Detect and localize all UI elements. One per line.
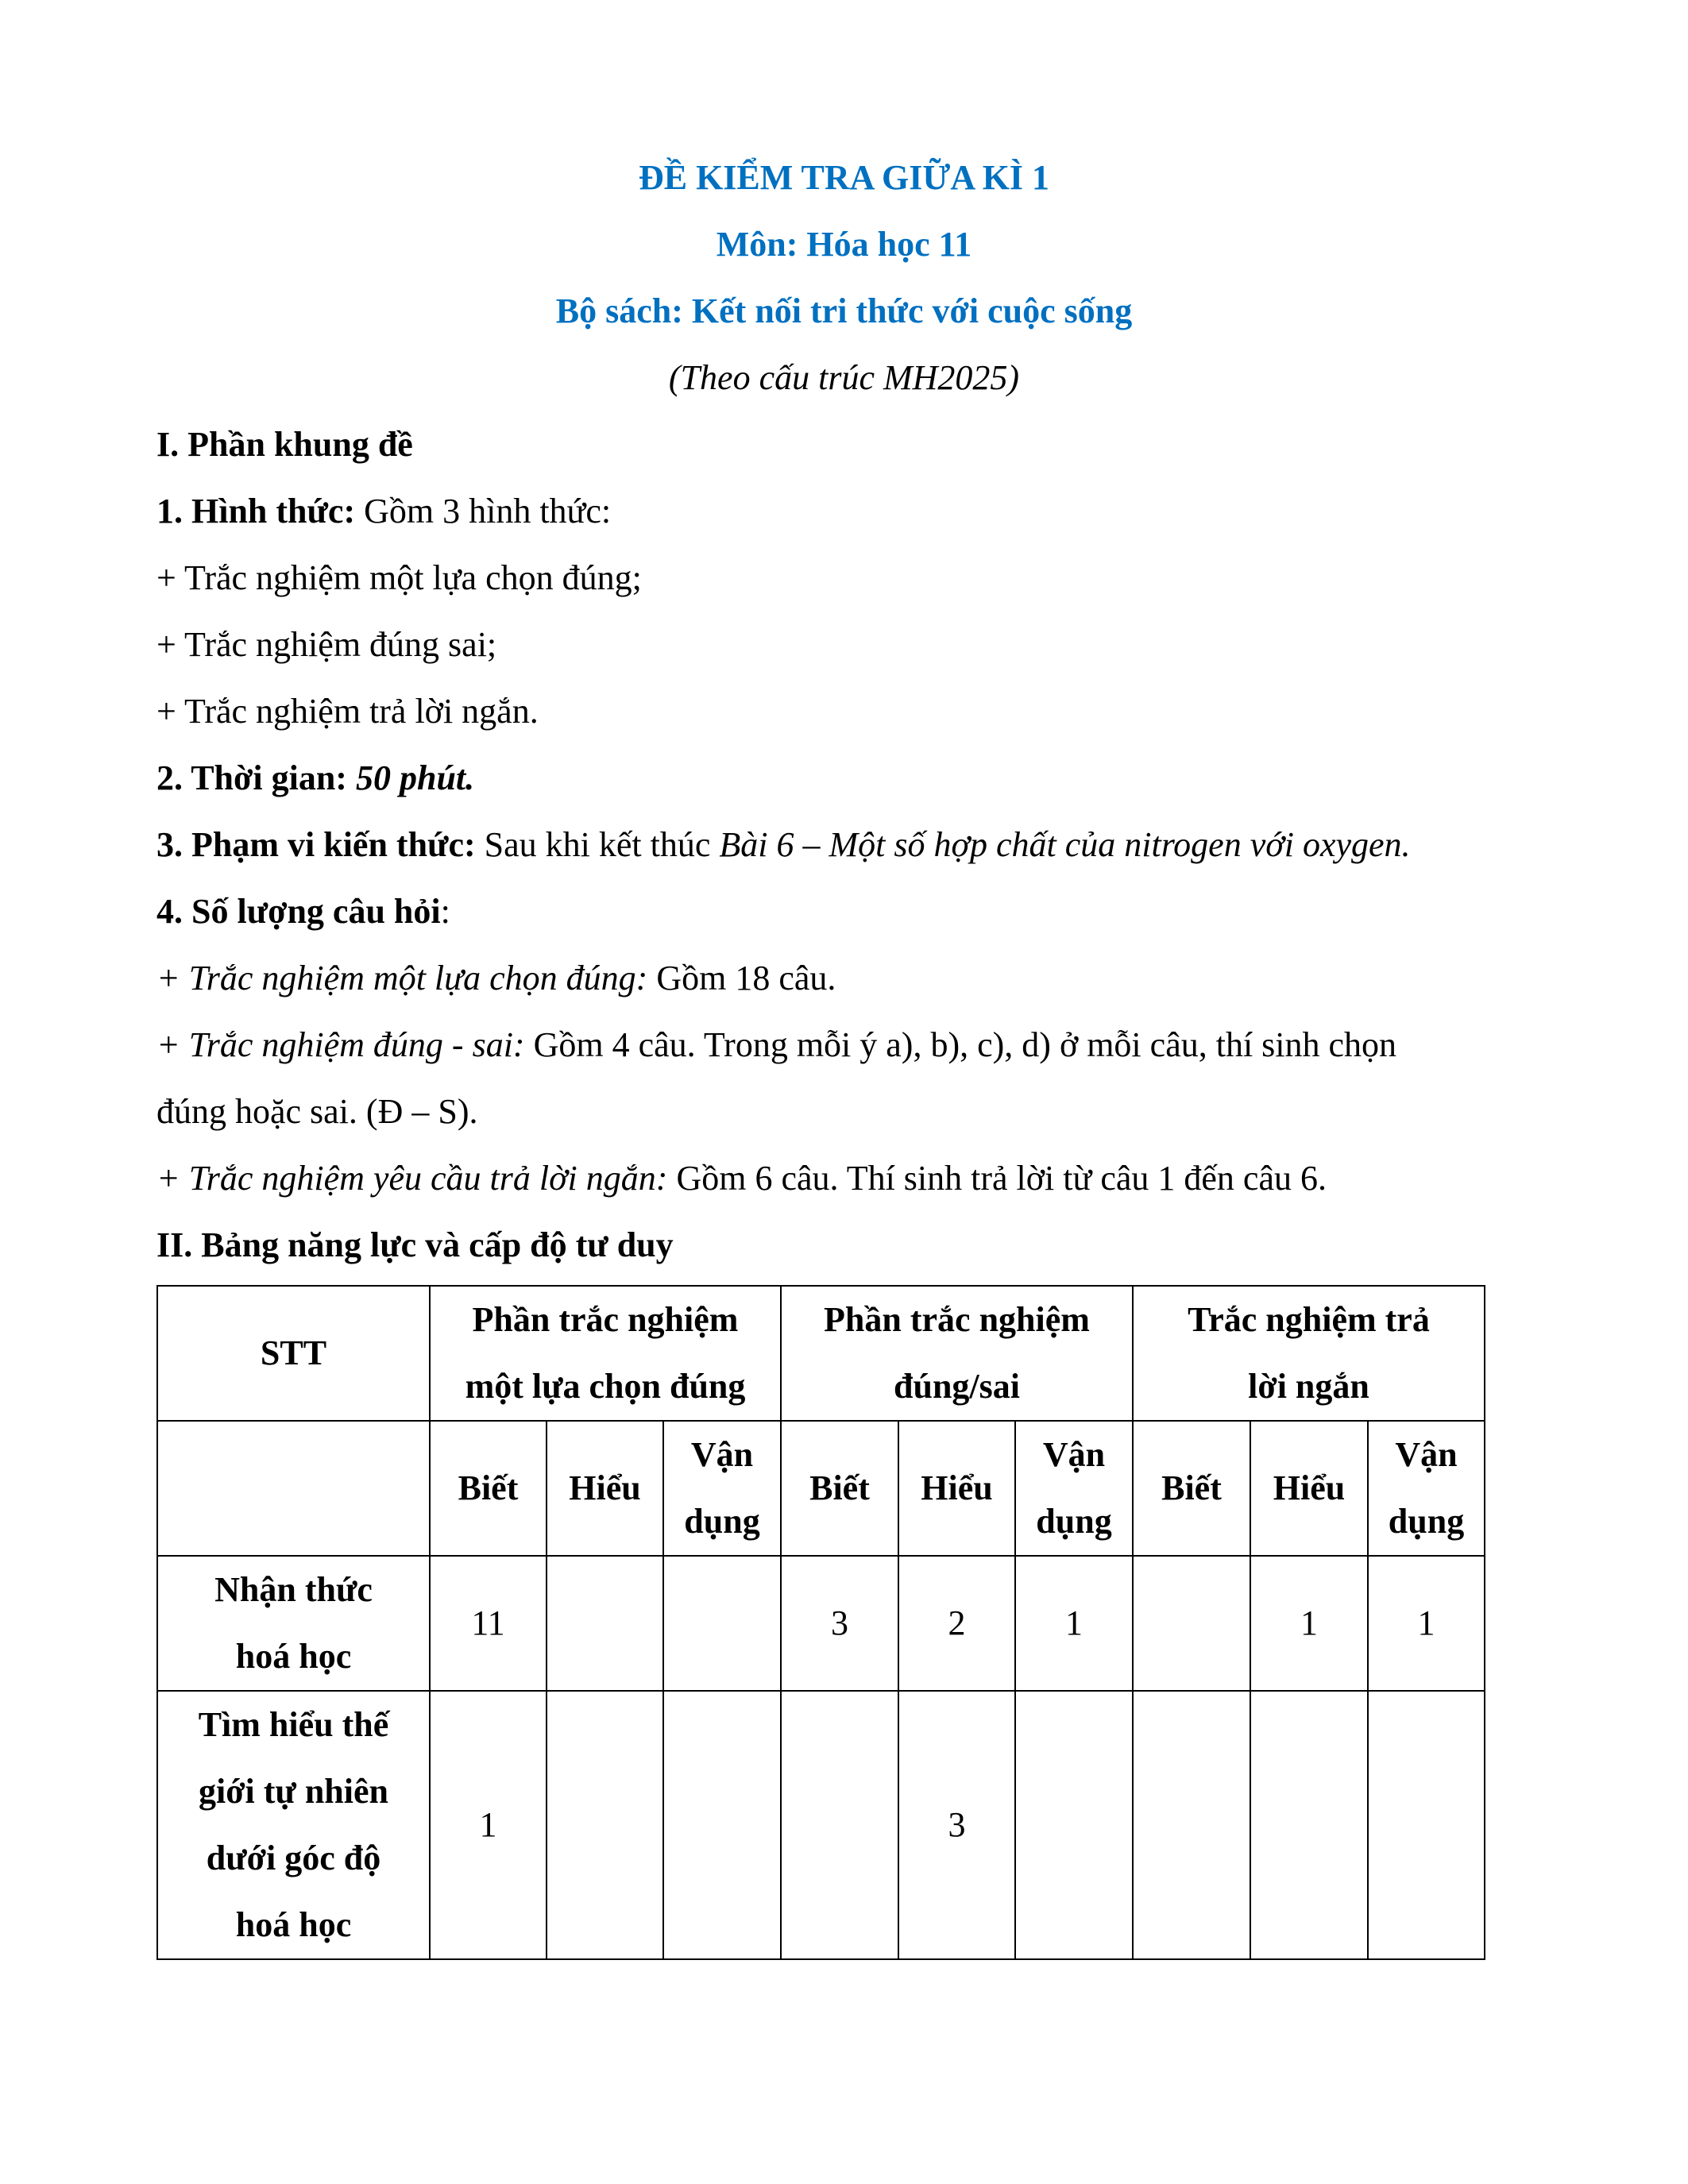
table-cell [1133, 1691, 1250, 1959]
exam-book: Bộ sách: Kết nối tri thức với cuộc sống [555, 291, 1133, 330]
table-cell: 1 [430, 1691, 547, 1959]
table-cell: 1 [1250, 1556, 1368, 1691]
item3-line [156, 823, 1411, 867]
exam-title: ĐỀ KIỂM TRA GIỮA KÌ 1 [638, 158, 1050, 197]
table-level-row [157, 1421, 1485, 1556]
table-header-row [157, 1286, 1485, 1421]
item3-value: Bài 6 – Một số hợp chất của nitrogen với oxygen. [719, 825, 1411, 864]
bullet-2: + Trắc nghiệm đúng sai; [156, 625, 497, 664]
section1-heading: I. Phần khung đề [156, 425, 413, 464]
item1-text: Gồm 3 hình thức: [355, 492, 612, 531]
table-cell: 3 [781, 1556, 898, 1691]
competency-table [156, 1285, 1485, 1960]
q3-text: Gồm 6 câu. Thí sinh trả lời từ câu 1 đến câu 6. [667, 1159, 1327, 1198]
level-header-apply: Vận dụng [1015, 1421, 1133, 1556]
level-header-understand: Hiểu [898, 1421, 1015, 1556]
table-cell: 1 [1368, 1556, 1485, 1691]
q1-text: Gồm 18 câu. [647, 959, 836, 997]
level-header-understand: Hiểu [547, 1421, 663, 1556]
table-cell: 1 [1015, 1556, 1133, 1691]
item2-label: 2. Thời gian: [156, 758, 356, 797]
table-cell: 2 [898, 1556, 1015, 1691]
q3-label: + Trắc nghiệm yêu cầu trả lời ngắn: [156, 1159, 668, 1198]
table-cell [1015, 1691, 1133, 1959]
table-cell [1133, 1556, 1250, 1691]
level-header-know: Biết [1133, 1421, 1250, 1556]
table-cell: 3 [898, 1691, 1015, 1959]
stt-header: STT [157, 1286, 430, 1421]
table-cell [663, 1556, 781, 1691]
table-row [157, 1691, 1485, 1959]
q2-label: + Trắc nghiệm đúng - sai: [156, 1025, 525, 1064]
table-cell [1250, 1691, 1368, 1959]
item1-line [156, 489, 611, 534]
table-cell: 11 [430, 1556, 547, 1691]
q1-label: + Trắc nghiệm một lựa chọn đúng: [156, 959, 648, 997]
row-label: Tìm hiểu thế giới tự nhiên dưới góc độ hoá học [157, 1691, 430, 1959]
level-header-know: Biết [430, 1421, 547, 1556]
group-header-true-false: Phần trắc nghiệm đúng/sai [781, 1286, 1133, 1421]
table-cell [663, 1691, 781, 1959]
question-type-3 [156, 1156, 1327, 1201]
group-header-mcq: Phần trắc nghiệm một lựa chọn đúng [430, 1286, 781, 1421]
item2-line [156, 756, 474, 801]
item1-label: 1. Hình thức: [156, 492, 356, 531]
question-type-2-cont: đúng hoặc sai. (Đ – S). [156, 1092, 478, 1131]
exam-subject: Môn: Hóa học 11 [716, 225, 972, 264]
row-label: Nhận thức hoá học [157, 1556, 430, 1691]
question-type-2 [156, 1023, 1396, 1067]
table-cell [781, 1691, 898, 1959]
table-cell [547, 1691, 663, 1959]
item4-colon: : [440, 892, 450, 931]
bullet-1: + Trắc nghiệm một lựa chọn đúng; [156, 558, 642, 597]
level-header-apply: Vận dụng [663, 1421, 781, 1556]
level-header-apply: Vận dụng [1368, 1421, 1485, 1556]
level-header-understand: Hiểu [1250, 1421, 1368, 1556]
question-type-1 [156, 956, 836, 1001]
section2-heading: II. Bảng năng lực và cấp độ tư duy [156, 1225, 674, 1264]
item2-value: 50 phút. [355, 758, 475, 797]
group-header-short-answer: Trắc nghiệm trả lời ngắn [1133, 1286, 1485, 1421]
item3-label: 3. Phạm vi kiến thức: [156, 825, 476, 864]
item4-line [156, 889, 450, 934]
table-cell [157, 1421, 430, 1556]
level-header-know: Biết [781, 1421, 898, 1556]
table-row [157, 1556, 1485, 1691]
table-cell [1368, 1691, 1485, 1959]
item4-label: 4. Số lượng câu hỏi [156, 892, 441, 931]
item3-text: Sau khi kết thúc [475, 825, 720, 864]
q2-text: Gồm 4 câu. Trong mỗi ý a), b), c), d) ở mỗi câu, thí sinh chọn [524, 1025, 1397, 1064]
table-cell [547, 1556, 663, 1691]
exam-structure-note: (Theo cấu trúc MH2025) [668, 358, 1020, 397]
bullet-3: + Trắc nghiệm trả lời ngắn. [156, 692, 539, 731]
